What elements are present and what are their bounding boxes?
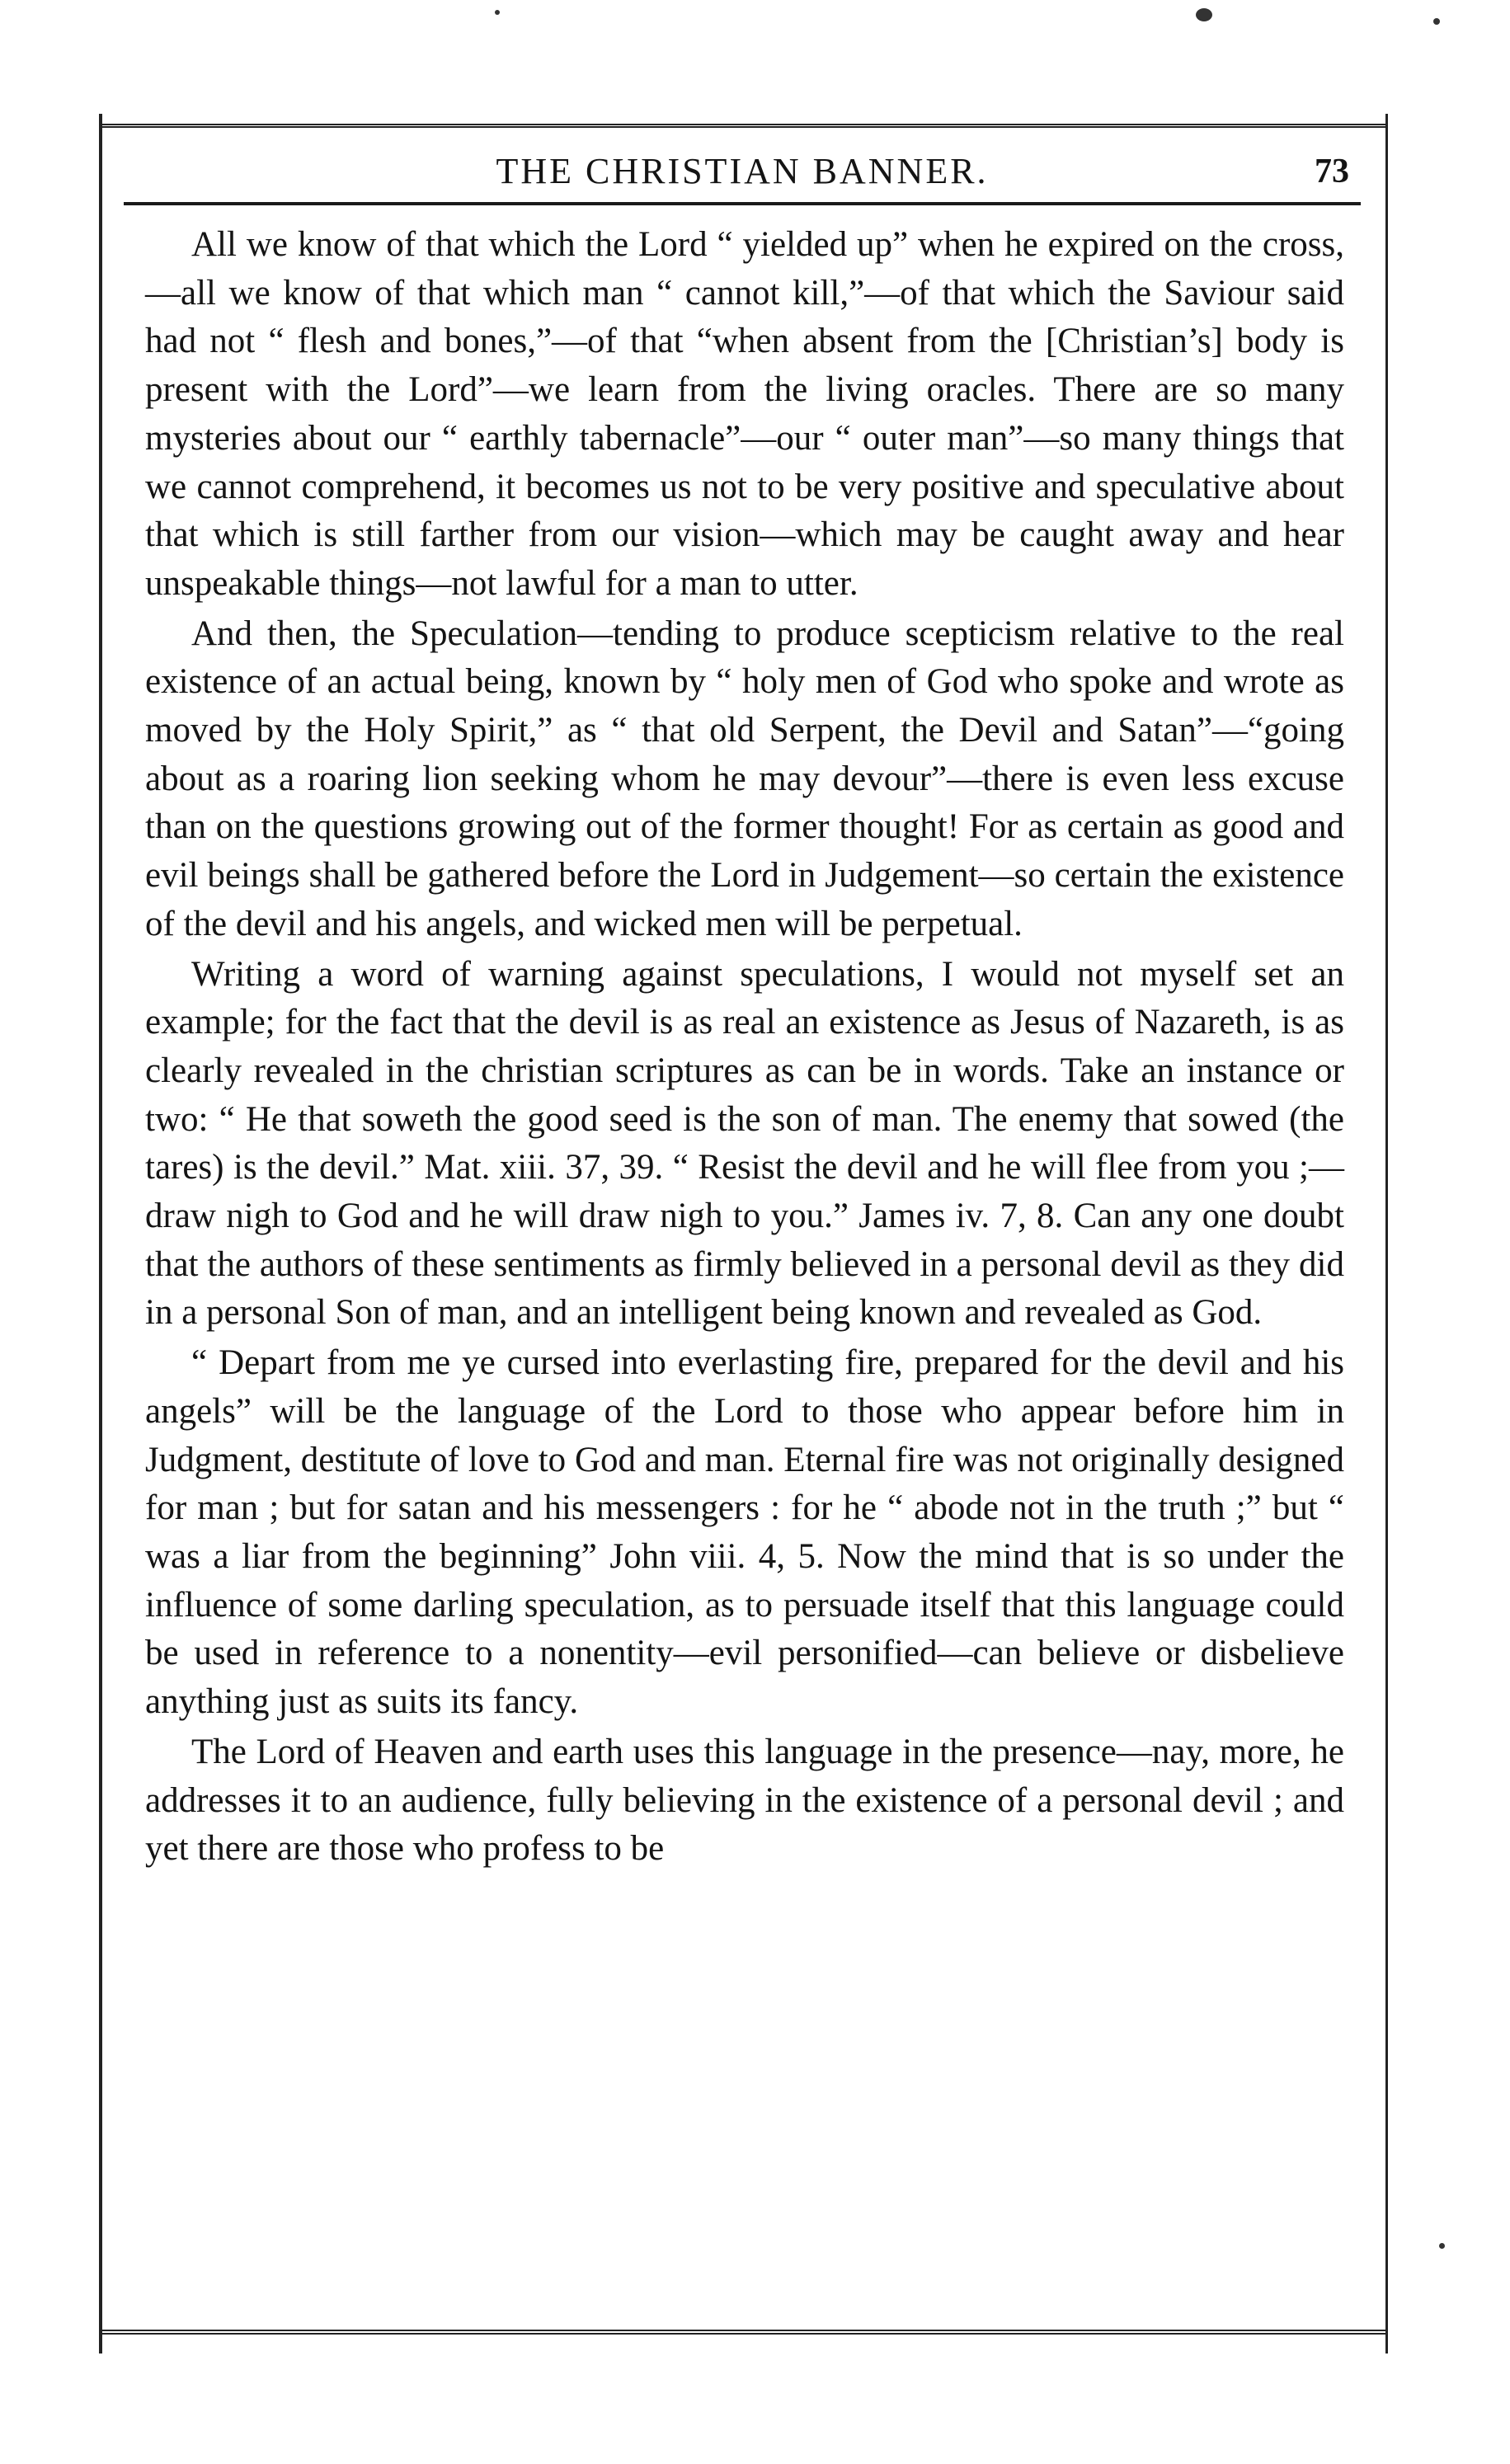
paragraph-5: The Lord of Heaven and earth uses this language in the presence—nay, more, he addresses it to an audience, fully believing in the existence of a personal devil ; and yet there are those who profess to be [145,1732,1344,1869]
paragraph-4: “ Depart from me ye cursed into everlasting fire, prepared for the devil and his angels” will be the language of the Lord to those who appear before him in Judgment, destitute of love to God and man. Eternal fire was not originally designed for man ; but for satan and his messengers : for he “ abode not in the truth ;” but “ was a liar from the beginning” John viii. 4, 5. Now the mind that is so under the influence of some darling speculation, as to persuade itself that this language could be used in reference to a nonentity—evil personified—can believe or disbelieve anything just as suits its fancy. [145,1343,1344,1722]
bottom-border-rule [99,2330,1385,2335]
page-number: 73 [1315,153,1349,190]
print-speck [1196,8,1212,21]
running-head [124,147,1361,196]
paragraph-1: All we know of that which the Lord “ yielded up” when he expired on the cross,—all we know of that which man “ cannot kill,”—of that which the Saviour said had not “ flesh and bones,”—of that “when absent from the [Christian’s] body is present with the Lord”—we learn from the living oracles. There are so many mysteries about our “ earthly tabernacle”—our “ outer man”—so many things that we cannot comprehend, it becomes us not to be very positive and speculative about that which is still farther from our vision—which may be caught away and hear unspeakable things—not lawful for a man to utter. [145,225,1344,603]
running-title: THE CHRISTIAN BANNER. [496,151,989,191]
print-speck [1433,18,1440,25]
print-speck [1439,2243,1445,2249]
header-rule [124,202,1361,205]
print-speck [495,10,500,15]
text-body [145,221,1344,1875]
paragraph-2: And then, the Speculation—tending to produce scepticism relative to the real existence of an actual being, known by “ holy men of God who spoke and wrote as moved by the Holy Spirit,” as “ that old Serpent, the Devil and Satan”—“going about as a roaring lion seeking whom he may devour”—there is even less excuse than on the questions growing out of the former thought! For as certain as good and evil beings shall be gathered before the Lord in Judgement—so certain the existence of the devil and his angels, and wicked men will be perpetual. [145,614,1344,943]
paragraph-3: Writing a word of warning against speculations, I would not myself set an example; for the fact that the devil is as real an existence as Jesus of Nazareth, is as clearly revealed in the christian scriptures as can be in words. Take an instance or two: “ He that soweth the good seed is the son of man. The enemy that sowed (the tares) is the devil.” Mat. xiii. 37, 39. “ Resist the devil and he will flee from you ;—draw nigh to God and he will draw nigh to you.” James iv. 7, 8. Can any one doubt that the authors of these sentiments as firmly believed in a personal devil as they did in a personal Son of man, and an intelligent being known and revealed as God. [145,954,1344,1333]
